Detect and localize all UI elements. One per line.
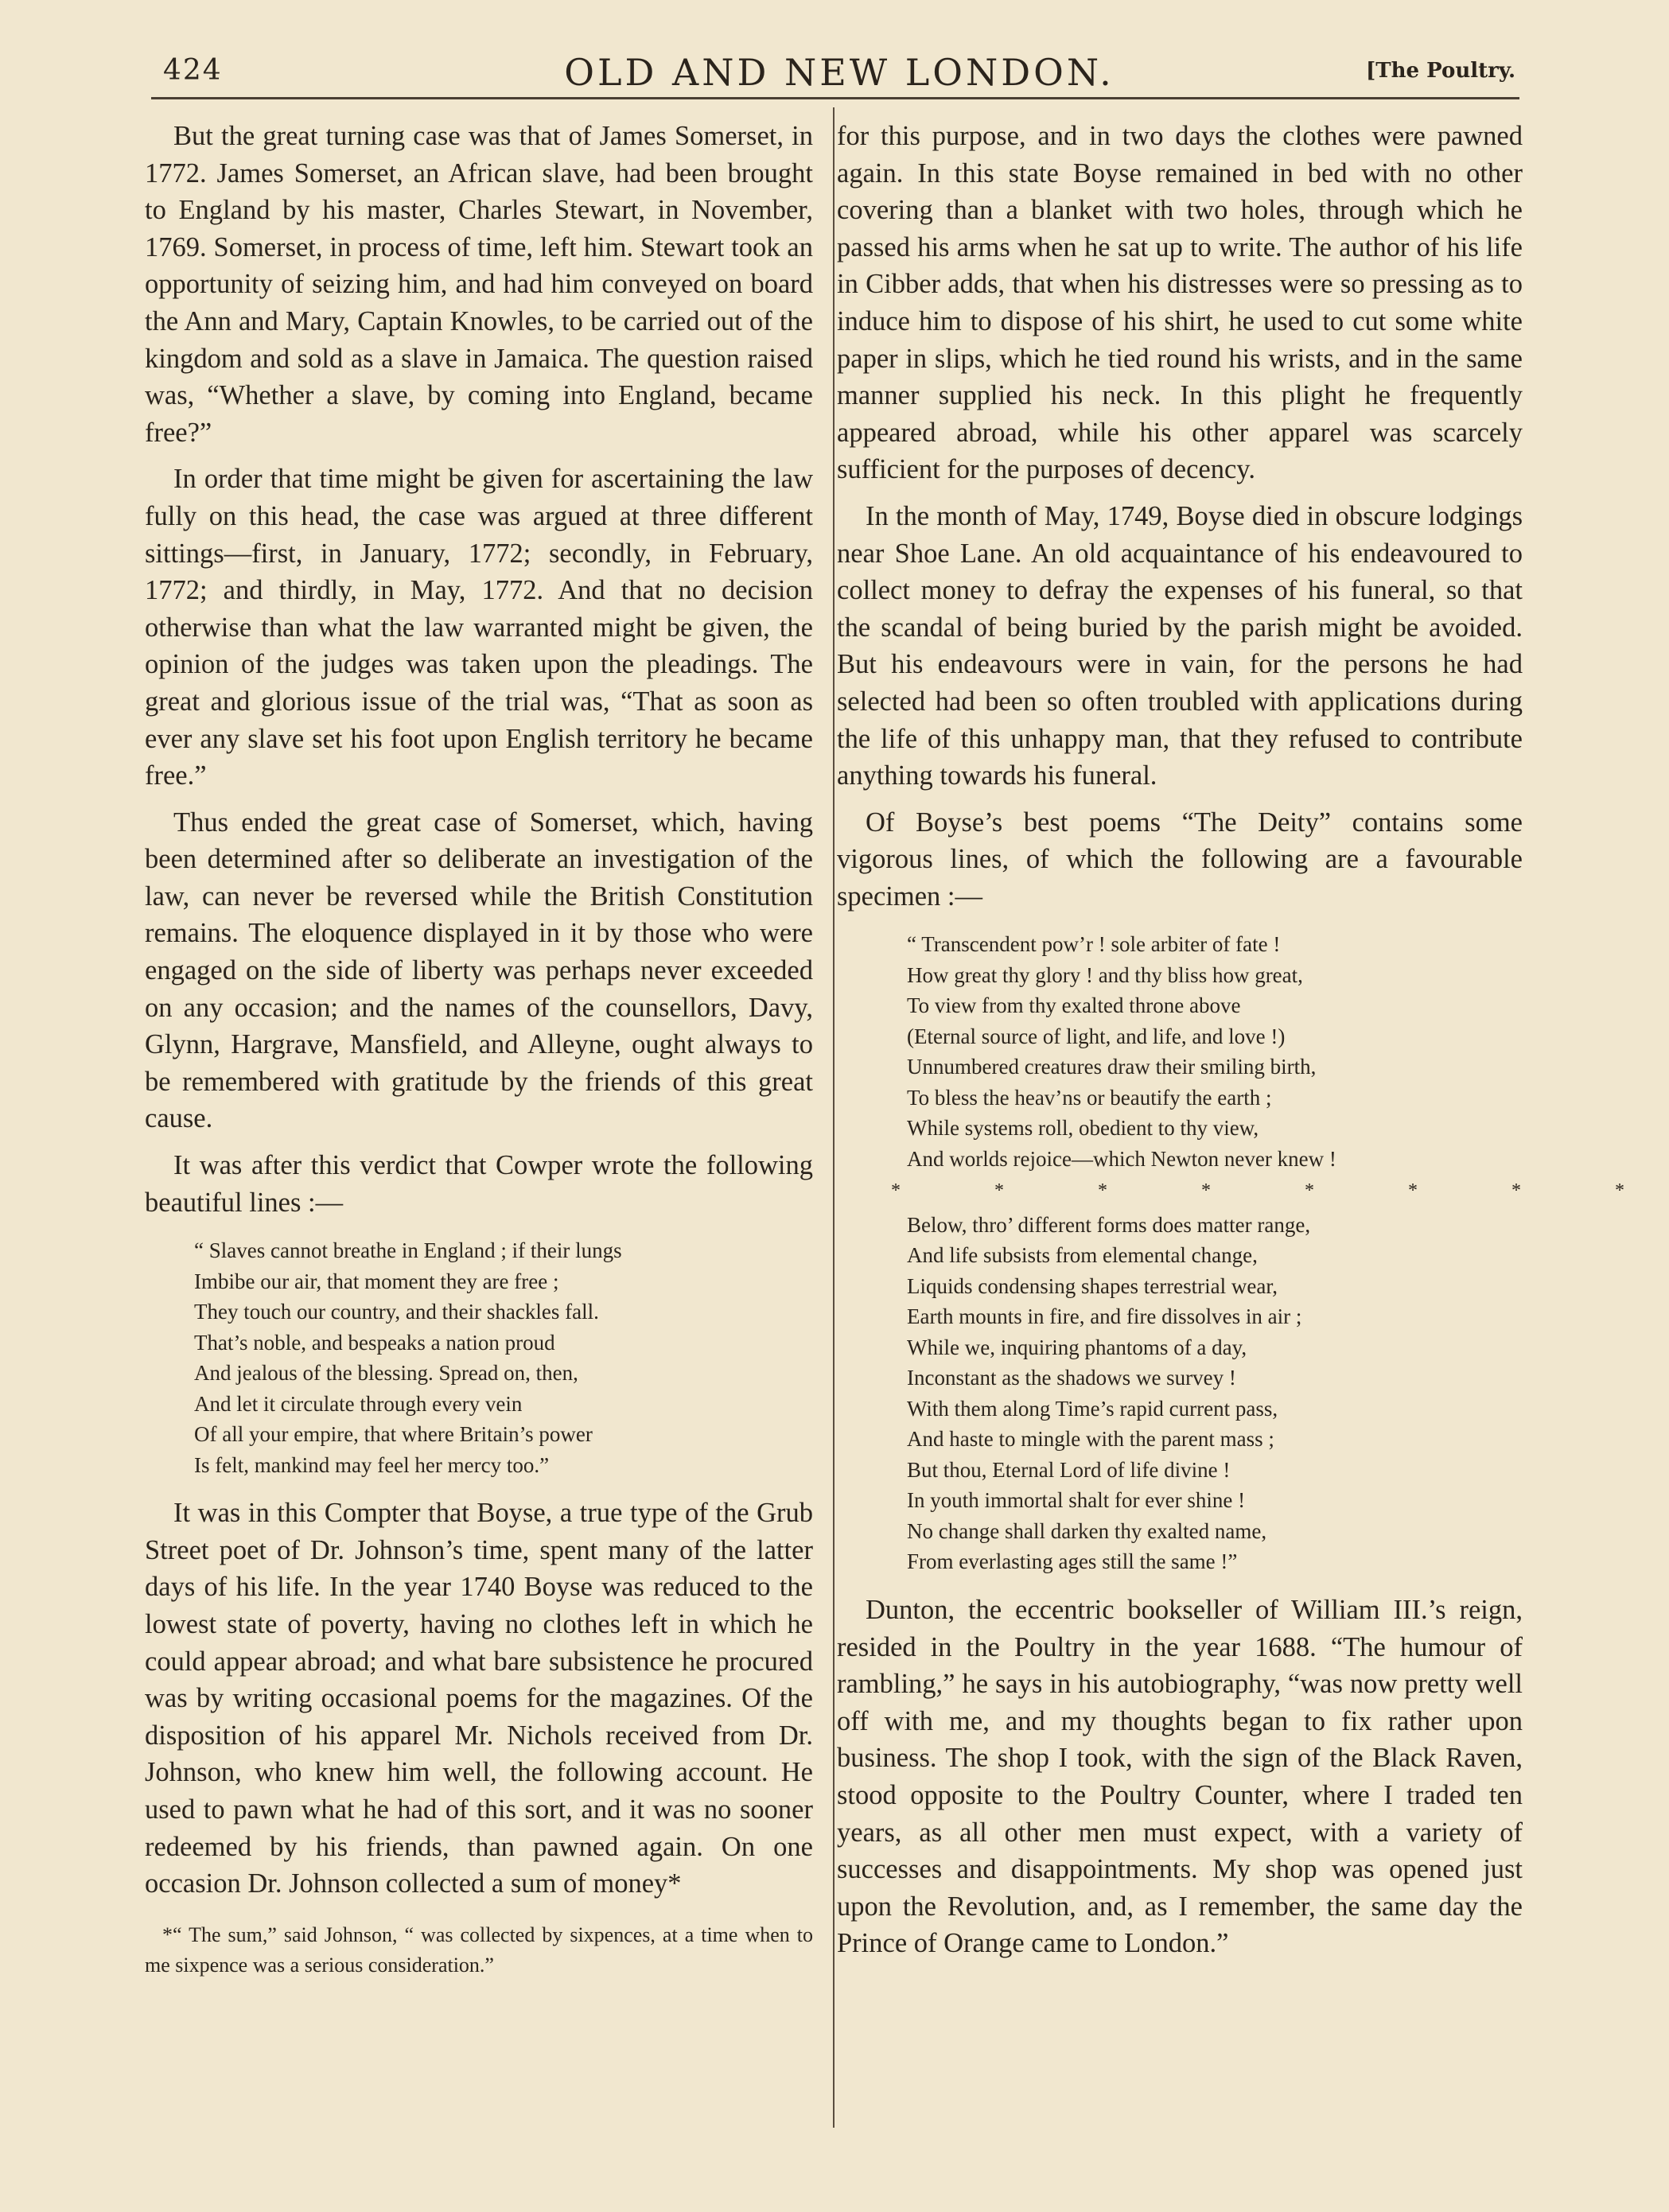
asterism: * * * * * * * * xyxy=(891,1180,1669,1202)
left-column xyxy=(145,118,813,1990)
poem-the-deity xyxy=(891,929,1669,1577)
header-rule xyxy=(151,97,1519,99)
poem-line: To view from thy exalted throne above xyxy=(907,993,1241,1018)
poem-line: And jealous of the blessing. Spread on, then, xyxy=(194,1361,578,1386)
poem-line: No change shall darken thy exalted name, xyxy=(907,1518,1267,1543)
poem-line: And haste to mingle with the parent mass ; xyxy=(907,1427,1274,1452)
running-title: OLD AND NEW LONDON. xyxy=(564,51,1115,94)
poem-line: Below, thro’ different forms does matter range, xyxy=(907,1212,1311,1237)
section-label: [The Poultry. xyxy=(1365,59,1515,83)
poem-line: To bless the heav’ns or beautify the earth ; xyxy=(907,1085,1272,1110)
poem-line: And worlds rejoice—which Newton never knew ! xyxy=(907,1146,1336,1171)
poem-line: That’s noble, and bespeaks a nation proud xyxy=(194,1330,555,1355)
paragraph: In order that time might be given for ascertaining the law fully on this head, the case was argued at three different sittings—first, in January, 1772; secondly, in February, 1772; and thirdly, in May, 1772. And that no decision otherwise than what the law warranted might be given, the opinion of the judges was taken upon the pleadings. The great and glorious issue of the trial was, “That as soon as ever any slave set his foot upon English territory he became free.” xyxy=(145,464,813,791)
poem-line: But thou, Eternal Lord of life divine ! xyxy=(907,1457,1231,1482)
paragraph: It was in this Compter that Boyse, a true type of the Grub Street poet of Dr. Johnson’s time, spent many of the latter days of his life. In the year 1740 Boyse was reduced to the lowest state of poverty, having no clothes left in which he could appear abroad; and what bare subsistence he procured was by writing occasional poems for the magazines. Of the disposition of his apparel Mr. Nichols received from Dr. Johnson, who knew him well, the following account. He used to pawn what he had of this sort, and it was no sooner redeemed by his friends, than pawned again. On one occasion Dr. Johnson collected a sum of money* xyxy=(145,1498,813,1899)
poem-line: And life subsists from elemental change, xyxy=(907,1243,1258,1268)
poem-line: “ Transcendent pow’r ! sole arbiter of fate ! xyxy=(907,932,1281,957)
poem-line: Inconstant as the shadows we survey ! xyxy=(907,1366,1236,1390)
poem-line: Unnumbered creatures draw their smiling birth, xyxy=(907,1055,1317,1079)
poem-line: (Eternal source of light, and life, and love !) xyxy=(907,1024,1286,1048)
poem-line: Liquids condensing shapes terrestrial wear, xyxy=(907,1273,1278,1298)
running-header xyxy=(163,48,1515,95)
poem-line: They touch our country, and their shackles fall. xyxy=(194,1300,599,1324)
poem-line: Is felt, mankind may feel her mercy too.” xyxy=(194,1452,550,1477)
right-column xyxy=(837,118,1669,1972)
poem-line: And let it circulate through every vein xyxy=(194,1391,523,1416)
poem-line: Earth mounts in fire, and fire dissolves in air ; xyxy=(907,1304,1302,1329)
poem-line: From everlasting ages still the same !” xyxy=(907,1549,1238,1574)
poem-line: “ Slaves cannot breathe in England ; if their lungs xyxy=(194,1238,622,1263)
poem-line: With them along Time’s rapid current pass, xyxy=(907,1396,1278,1421)
poem-line: In youth immortal shalt for ever shine ! xyxy=(907,1488,1246,1513)
column-rule xyxy=(833,107,834,2128)
page-number: 424 xyxy=(163,54,223,87)
poem-cowper xyxy=(194,1235,813,1480)
paragraph: Thus ended the great case of Somerset, which, having been determined after so deliberate an investigation of the law, can never be reversed while the British Constitution remains. The eloquence displayed in it by those who were engaged on the side of liberty was perhaps never exceeded on any occasion; and the names of the counsellors, Davy, Glynn, Hargrave, Mansfield, and Alleyne, ought always to be remembered with gratitude by the friends of this great cause. xyxy=(145,807,813,1134)
footnote: *“ The sum,” said Johnson, “ was collected by sixpences, at a time when to me sixpence was a serious consideration.” xyxy=(145,1922,813,1977)
poem-line: While systems roll, obedient to thy view, xyxy=(907,1116,1259,1141)
poem-line: While we, inquiring phantoms of a day, xyxy=(907,1335,1247,1359)
paragraph: In the month of May, 1749, Boyse died in obscure lodgings near Shoe Lane. An old acquaintance of his endeavoured to collect money to defray the expenses of his funeral, so that the scandal of being buried by the parish might be avoided. But his endeavours were in vain, for the persons he had selected had been so often troubled with applications during the life of this unhappy man, that they refused to contribute anything towards his funeral. xyxy=(837,500,1523,791)
paragraph: Dunton, the eccentric bookseller of William III.’s reign, resided in the Poultry in the year 1688. “The humour of rambling,” he says in his autobiography, “was now pretty well off with me, and my thoughts began to fix rather upon business. The shop I took, with the sign of the Black Raven, stood opposite to the Poultry Counter, where I traded ten years, as all other men must expect, with a variety of successes and disappointments. My shop was opened just upon the Revolution, and, as I remember, the same day the Prince of Orange came to London.” xyxy=(837,1594,1523,1959)
poem-line: How great thy glory ! and thy bliss how great, xyxy=(907,962,1303,987)
paragraph: for this purpose, and in two days the clothes were pawned again. In this state Boyse remained in bed with no other covering than a blanket with two holes, through which he passed his arms when he sat up to write. The author of his life in Cibber adds, that when his distresses were so pressing as to induce him to dispose of his shirt, he used to cut some white paper in slips, which he tied round his wrists, and in the same manner supplied his neck. In this plight he frequently appeared abroad, while his other apparel was scarcely sufficient for the purposes of decency. xyxy=(837,121,1523,485)
poem-line: Of all your empire, that where Britain’s power xyxy=(194,1422,593,1447)
paragraph: Of Boyse’s best poems “The Deity” contains some vigorous lines, of which the following are a favourable specimen :— xyxy=(837,807,1523,912)
poem-line: Imbibe our air, that moment they are free ; xyxy=(194,1269,559,1293)
paragraph: It was after this verdict that Cowper wrote the following beautiful lines :— xyxy=(145,1150,813,1218)
paragraph: But the great turning case was that of James Somerset, in 1772. James Somerset, an African slave, had been brought to England by his master, Charles Stewart, in November, 1769. Somerset, in process of time, left him. Stewart took an opportunity of seizing him, and had him conveyed on board the Ann and Mary, Captain Knowles, to be carried out of the kingdom and sold as a slave in Jamaica. The question raised was, “Whether a slave, by coming into England, became free?” xyxy=(145,121,813,448)
